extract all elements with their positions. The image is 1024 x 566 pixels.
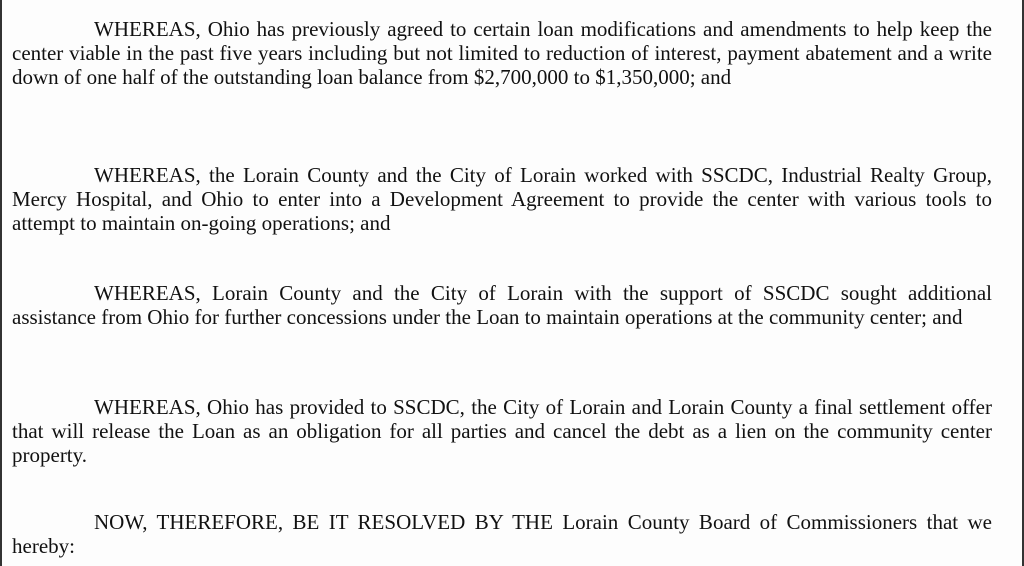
whereas-paragraph-development-agreement: WHEREAS, the Lorain County and the City of Lorain worked with SSCDC, Industrial Realty Group, Mercy Hospital, and Ohio to enter into a Development Agreement to provide the center with various tools to attempt to maintain on-going operations; and <box>12 163 992 235</box>
whereas-paragraph-settlement-offer: WHEREAS, Ohio has provided to SSCDC, the City of Lorain and Lorain County a final settlement offer that will release the Loan as an obligation for all parties and cancel the debt as a lien on the community center property. <box>12 395 992 467</box>
whereas-paragraph-additional-assistance: WHEREAS, Lorain County and the City of Lorain with the support of SSCDC sought additional assistance from Ohio for further concessions under the Loan to maintain operations at the community center; and <box>12 281 992 329</box>
whereas-paragraph-loan-modifications: WHEREAS, Ohio has previously agreed to certain loan modifications and amendments to help keep the center viable in the past five years including but not limited to reduction of interest, payment abatement and a write down of one half of the outstanding loan balance from $2,700,000 to $1,350,000; and <box>12 17 992 89</box>
resolution-paragraph: NOW, THEREFORE, BE IT RESOLVED BY THE Lorain County Board of Commissioners that we hereby: <box>12 510 992 558</box>
